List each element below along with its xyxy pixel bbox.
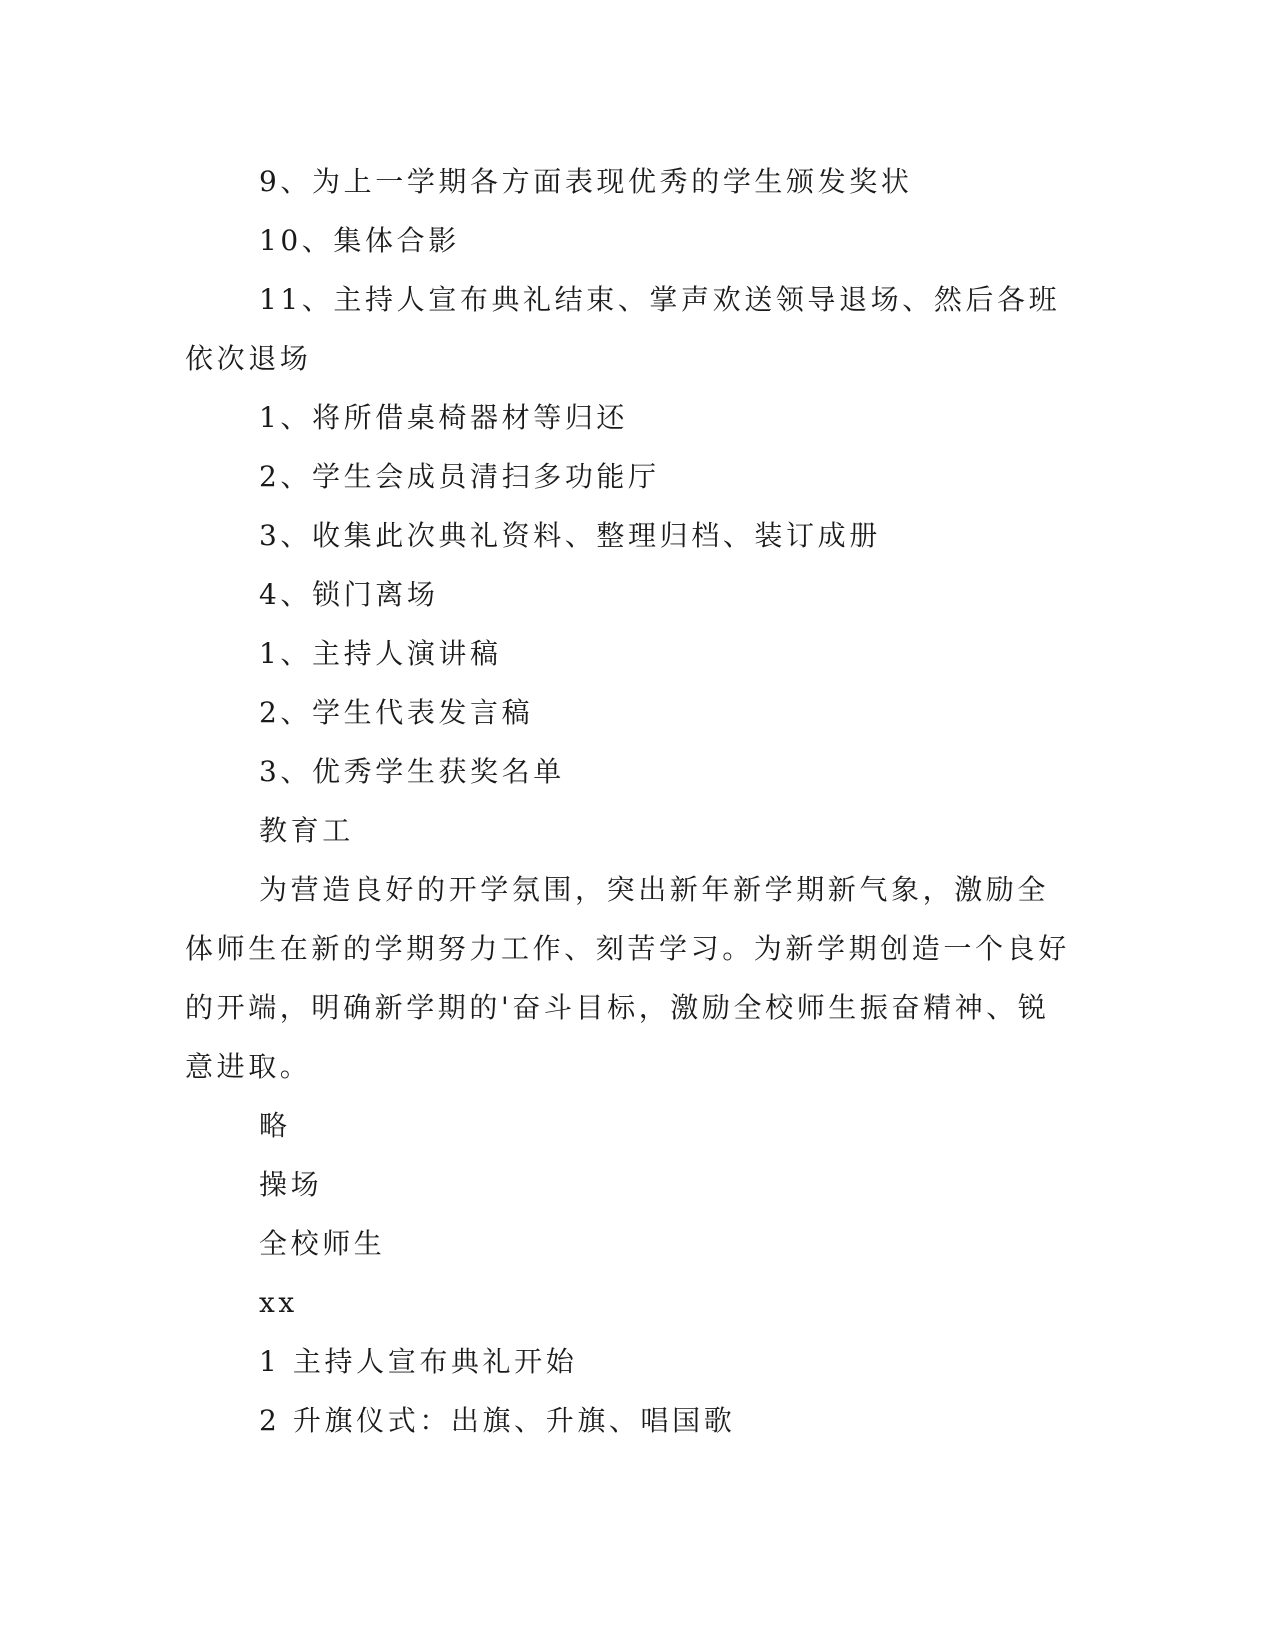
paragraph-award-certificates: 9、为上一学期各方面表现优秀的学生颁发奖状 [259, 165, 913, 198]
paragraph-award-list: 3、优秀学生获奖名单 [259, 755, 565, 788]
paragraph-section-heading: 教育工 [259, 814, 354, 847]
paragraph-placeholder: xx [259, 1286, 298, 1319]
paragraph-ceremony-start: 1 主持人宣布典礼开始 [259, 1345, 578, 1378]
paragraph-student-speech: 2、学生代表发言稿 [259, 696, 534, 729]
document-body [185, 152, 1075, 1450]
paragraph-flag-ceremony: 2 升旗仪式：出旗、升旗、唱国歌 [259, 1404, 736, 1437]
paragraph-ceremony-end: 11、主持人宣布典礼结束、掌声欢送领导退场、然后各班依次退场 [185, 283, 1061, 375]
paragraph-location: 操场 [259, 1168, 323, 1201]
paragraph-archive-materials: 3、收集此次典礼资料、整理归档、装订成册 [259, 519, 881, 552]
paragraph-return-furniture: 1、将所借桌椅器材等归还 [259, 401, 629, 434]
paragraph-clean-hall: 2、学生会成员清扫多功能厅 [259, 460, 660, 493]
paragraph-participants: 全校师生 [259, 1227, 386, 1260]
paragraph-lock-door: 4、锁门离场 [259, 578, 439, 611]
paragraph-purpose: 为营造良好的开学氛围，突出新年新学期新气象，激励全体师生在新的学期努力工作、刻苦学习。为新学期创造一个良好的开端，明确新学期的'奋斗目标，激励全校师生振奋精神、锐意进取。 [185, 873, 1070, 1083]
paragraph-omitted: 略 [259, 1109, 291, 1142]
paragraph-host-speech: 1、主持人演讲稿 [259, 637, 502, 670]
paragraph-group-photo: 10、集体合影 [259, 224, 460, 257]
